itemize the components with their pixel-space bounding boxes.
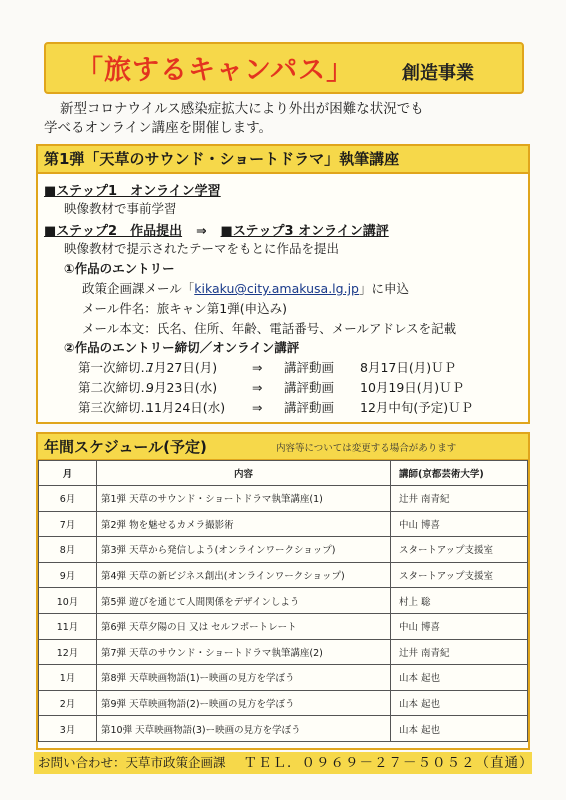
entry-email-line	[82, 279, 409, 297]
row-lecturer: 中山 博喜	[391, 511, 528, 537]
deadline-label: 第一次締切…	[78, 360, 154, 375]
row-lecturer: スタートアップ支援室	[391, 562, 528, 588]
email-link[interactable]: kikaku@city.amakusa.lg.jp	[194, 281, 359, 296]
row-content: 第8弾 天草映画物語(1)ー映画の見方を学ぼう	[97, 665, 391, 691]
intro-line-1: 新型コロナウイルス感染症拡大により外出が困難な状況でも	[60, 101, 424, 117]
row-lecturer: 辻井 南青紀	[391, 486, 528, 512]
row-month: 7月	[39, 511, 97, 537]
entry-heading: ①作品のエントリー	[64, 261, 175, 276]
intro-text	[44, 100, 530, 138]
row-content: 第7弾 天草のサウンド・ショートドラマ執筆講座(2)	[97, 639, 391, 665]
review-upload-date: 12月中旬(予定)ＵＰ	[360, 400, 474, 415]
schedule-table	[38, 460, 528, 742]
course-section	[36, 144, 530, 424]
deadline-row	[78, 398, 473, 416]
row-content: 第1弾 天草のサウンド・ショートドラマ執筆講座(1)	[97, 486, 391, 512]
entry-email-prefix: 政策企画課メール「	[82, 281, 195, 296]
row-lecturer: 辻井 南青紀	[391, 639, 528, 665]
review-label: 講評動画	[284, 380, 335, 395]
table-row	[39, 511, 528, 537]
deadline-date: 9月23日(水)	[146, 380, 218, 395]
arrow-icon: ⇒	[252, 400, 263, 415]
row-lecturer: 中山 博喜	[391, 613, 528, 639]
deadline-date: 7月27日(月)	[146, 360, 218, 375]
mail-subject: メール件名：旅キャン第1弾(申込み)	[82, 301, 287, 316]
entry-email-suffix: 」に申込	[358, 281, 409, 296]
row-month: 8月	[39, 537, 97, 563]
review-label: 講評動画	[284, 400, 335, 415]
contact-footer	[34, 752, 532, 774]
schedule-header	[38, 434, 528, 460]
step3-label: ■ステップ3 オンライン講評	[220, 224, 389, 239]
step1-heading: ■ステップ1 オンライン学習	[44, 184, 221, 199]
table-row	[39, 690, 528, 716]
row-content: 第6弾 天草夕陽の日 又は セルフポートレート	[97, 613, 391, 639]
row-month: 11月	[39, 613, 97, 639]
table-row	[39, 562, 528, 588]
deadline-row	[78, 358, 456, 376]
step2-3-description: 映像教材で提示されたテーマをもとに作品を提出	[64, 241, 340, 256]
row-month: 1月	[39, 665, 97, 691]
row-lecturer: 山本 起也	[391, 690, 528, 716]
deadline-label: 第三次締切…	[78, 400, 154, 415]
row-content: 第2弾 物を魅せるカメラ撮影術	[97, 511, 391, 537]
row-content: 第10弾 天草映画物語(3)ー映画の見方を学ぼう	[97, 716, 391, 742]
col-lecturer-header: 講師(京都芸術大学)	[391, 461, 528, 486]
table-row	[39, 613, 528, 639]
deadline-heading: ②作品のエントリー締切／オンライン講評	[64, 340, 300, 355]
arrow-icon: ⇒	[252, 380, 263, 395]
step2-label: ■ステップ2 作品提出	[44, 224, 183, 239]
row-content: 第3弾 天草から発信しよう(オンラインワークショップ)	[97, 537, 391, 563]
schedule-note: 内容等については変更する場合があります	[276, 443, 457, 454]
row-content: 第5弾 遊びを通じて人間関係をデザインしよう	[97, 588, 391, 614]
table-row	[39, 486, 528, 512]
row-lecturer: 山本 起也	[391, 716, 528, 742]
page-title: 「旅するキャンパス」	[76, 55, 355, 86]
contact-label: お問い合わせ：天草市政策企画課	[38, 755, 226, 770]
table-row	[39, 639, 528, 665]
phone-number: ＴＥＬ．０９６９－２７－５０５２（直通）	[243, 755, 534, 771]
row-month: 2月	[39, 690, 97, 716]
title-banner	[44, 42, 524, 94]
intro-line-2: 学べるオンライン講座を開催します。	[44, 120, 273, 136]
arrow-icon: ⇒	[252, 360, 263, 375]
col-content-header: 内容	[97, 461, 391, 486]
schedule-section	[36, 432, 530, 750]
table-row	[39, 537, 528, 563]
row-lecturer: スタートアップ支援室	[391, 537, 528, 563]
arrow-icon: ⇒	[196, 223, 207, 238]
col-month-header: 月	[39, 461, 97, 486]
table-header-row	[39, 461, 528, 486]
row-content: 第4弾 天草の新ビジネス創出(オンラインワークショップ)	[97, 562, 391, 588]
deadline-label: 第二次締切…	[78, 380, 154, 395]
row-month: 9月	[39, 562, 97, 588]
row-month: 6月	[39, 486, 97, 512]
row-month: 12月	[39, 639, 97, 665]
deadline-row	[78, 378, 464, 396]
row-content: 第9弾 天草映画物語(2)ー映画の見方を学ぼう	[97, 690, 391, 716]
row-lecturer: 村上 聡	[391, 588, 528, 614]
step2-3-heading	[44, 220, 389, 239]
step1-description: 映像教材で事前学習	[64, 201, 177, 216]
deadline-date: 11月24日(水)	[146, 400, 226, 415]
table-row	[39, 665, 528, 691]
mail-body: メール本文：氏名、住所、年齢、電話番号、メールアドレスを記載	[82, 321, 457, 336]
row-month: 10月	[39, 588, 97, 614]
page-subtitle: 創造事業	[402, 63, 474, 84]
review-label: 講評動画	[284, 360, 335, 375]
table-row	[39, 588, 528, 614]
review-upload-date: 8月17日(月)ＵＰ	[360, 360, 457, 375]
row-lecturer: 山本 起也	[391, 665, 528, 691]
schedule-title: 年間スケジュール(予定)	[44, 438, 207, 456]
course-title: 第1弾「天草のサウンド・ショートドラマ」執筆講座	[38, 146, 528, 174]
review-upload-date: 10月19日(月)ＵＰ	[360, 380, 465, 395]
row-month: 3月	[39, 716, 97, 742]
table-row	[39, 716, 528, 742]
